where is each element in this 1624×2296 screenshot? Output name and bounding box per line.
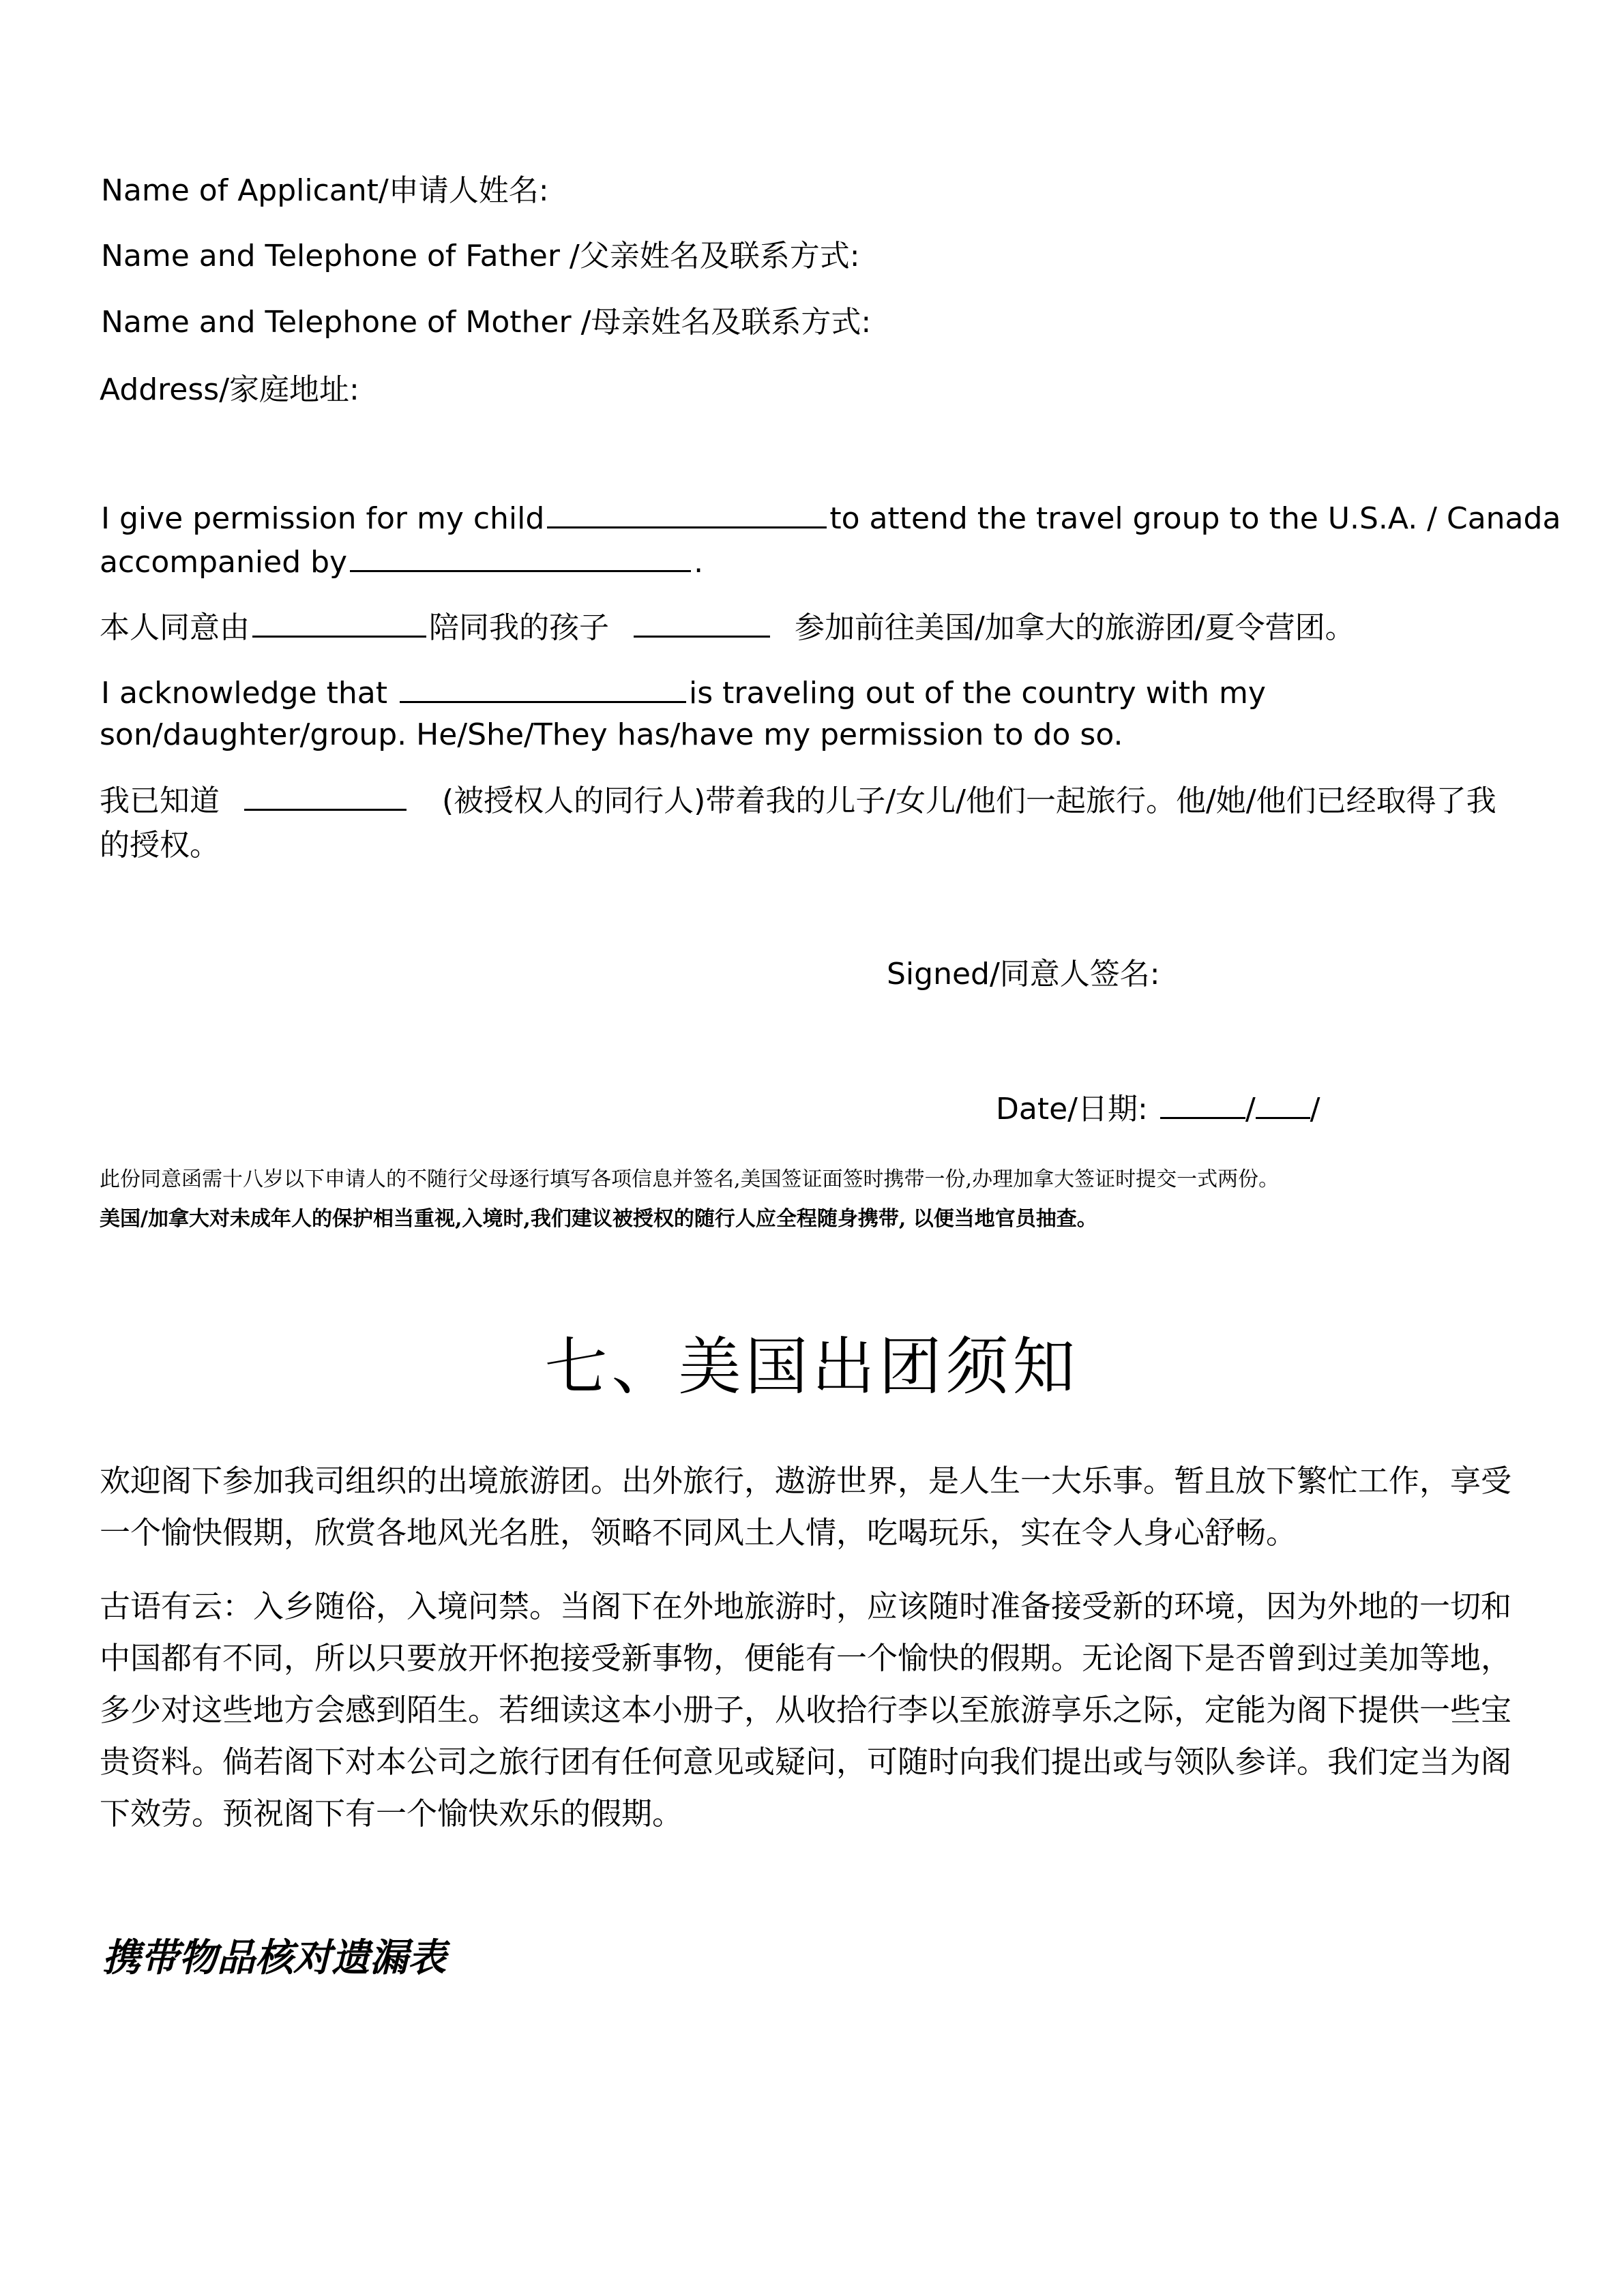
permission-en-text-2: to attend the travel group to the U.S.A. / Canada: [829, 501, 1561, 536]
permission-en-line-2: [100, 540, 703, 584]
permission-cn-text-3: 参加前往美国/加拿大的旅游团/夏令营团。: [795, 610, 1355, 645]
ack-cn-blank[interactable]: [244, 779, 407, 811]
applicant-name-label: Name of Applicant/申请人姓名:: [101, 173, 549, 208]
address-label: Address/家庭地址:: [100, 372, 359, 407]
child-cn-blank[interactable]: [634, 606, 770, 638]
intro-paragraph-1: 欢迎阁下参加我司组织的出境旅游团。出外旅行，遨游世界，是人生一大乐事。暂且放下繁忙工作，享受一个愉快假期，欣赏各地风光名胜，领略不同风土人情，吃喝玩乐，实在令人身心舒畅。: [100, 1463, 1512, 1551]
ack-en-line-1: [101, 671, 1266, 715]
permission-en-line-1: [101, 496, 1561, 541]
form-note-2: 美国/加拿大对未成年人的保护相当重视,入境时,我们建议被授权的随行人应全程随身携带, 以便当地官员抽查。: [100, 1207, 1097, 1231]
ack-en-text-1: I acknowledge that: [101, 676, 387, 711]
date-separator-2: /: [1310, 1092, 1320, 1127]
date-label: Date/日期:: [996, 1092, 1148, 1127]
permission-cn-line: [100, 606, 1355, 650]
ack-en-text-2: is traveling out of the country with my: [688, 676, 1266, 711]
ack-en-line-2: son/daughter/group. He/She/They has/have my permission to do so.: [100, 717, 1123, 752]
date-month-blank[interactable]: [1160, 1087, 1245, 1119]
permission-cn-text-2: 陪同我的孩子: [429, 610, 609, 645]
ack-cn-text-2: (被授权人的同行人)带着我的儿子/女儿/他们一起旅行。他/她/他们已经取得了我: [442, 784, 1496, 818]
signed-label: Signed/同意人签名:: [887, 957, 1160, 992]
section-title: 七、美国出团须知: [544, 1330, 1080, 1403]
ack-cn-line-1: [100, 779, 1496, 823]
intro-paragraph-2: 古语有云：入乡随俗，入境问禁。当阁下在外地旅游时，应该随时准备接受新的环境，因为外地的一切和中国都有不同，所以只要放开怀抱接受新事物，便能有一个愉快的假期。无论阁下是否曾到过美加等地，多少对这些地方会感到陌生。若细读这本小册子，从收拾行李以至旅游享乐之际，定能为阁下提供一些宝贵资料。倘若阁下对本公司之旅行团有任何意见或疑问，可随时向我们提出或与领队参详。我们定当为阁下效劳。预祝阁下有一个愉快欢乐的假期。: [100, 1588, 1512, 1832]
permission-en-text-1: I give permission for my child: [101, 501, 545, 536]
permission-en-text-3: accompanied by: [100, 545, 348, 580]
father-info-label: Name and Telephone of Father /父亲姓名及联系方式:: [101, 239, 860, 273]
date-separator-1: /: [1245, 1092, 1256, 1127]
companion-cn-blank[interactable]: [252, 606, 426, 638]
permission-en-end: .: [694, 545, 704, 580]
child-name-blank[interactable]: [547, 496, 827, 528]
mother-info-label: Name and Telephone of Mother /母亲姓名及联系方式:: [101, 305, 872, 340]
ack-cn-text-1: 我已知道: [100, 784, 220, 818]
checklist-heading: 携带物品核对遗漏表: [102, 1936, 446, 1980]
date-line: [996, 1087, 1320, 1131]
ack-cn-line-2: 的授权。: [100, 828, 220, 863]
form-note-1: 此份同意函需十八岁以下申请人的不随行父母逐行填写各项信息并签名,美国签证面签时携带一份,办理加拿大签证时提交一式两份。: [100, 1167, 1280, 1191]
companion-name-blank[interactable]: [350, 540, 691, 572]
date-day-blank[interactable]: [1256, 1087, 1310, 1119]
permission-cn-text-1: 本人同意由: [100, 610, 250, 645]
ack-name-blank[interactable]: [400, 671, 686, 703]
